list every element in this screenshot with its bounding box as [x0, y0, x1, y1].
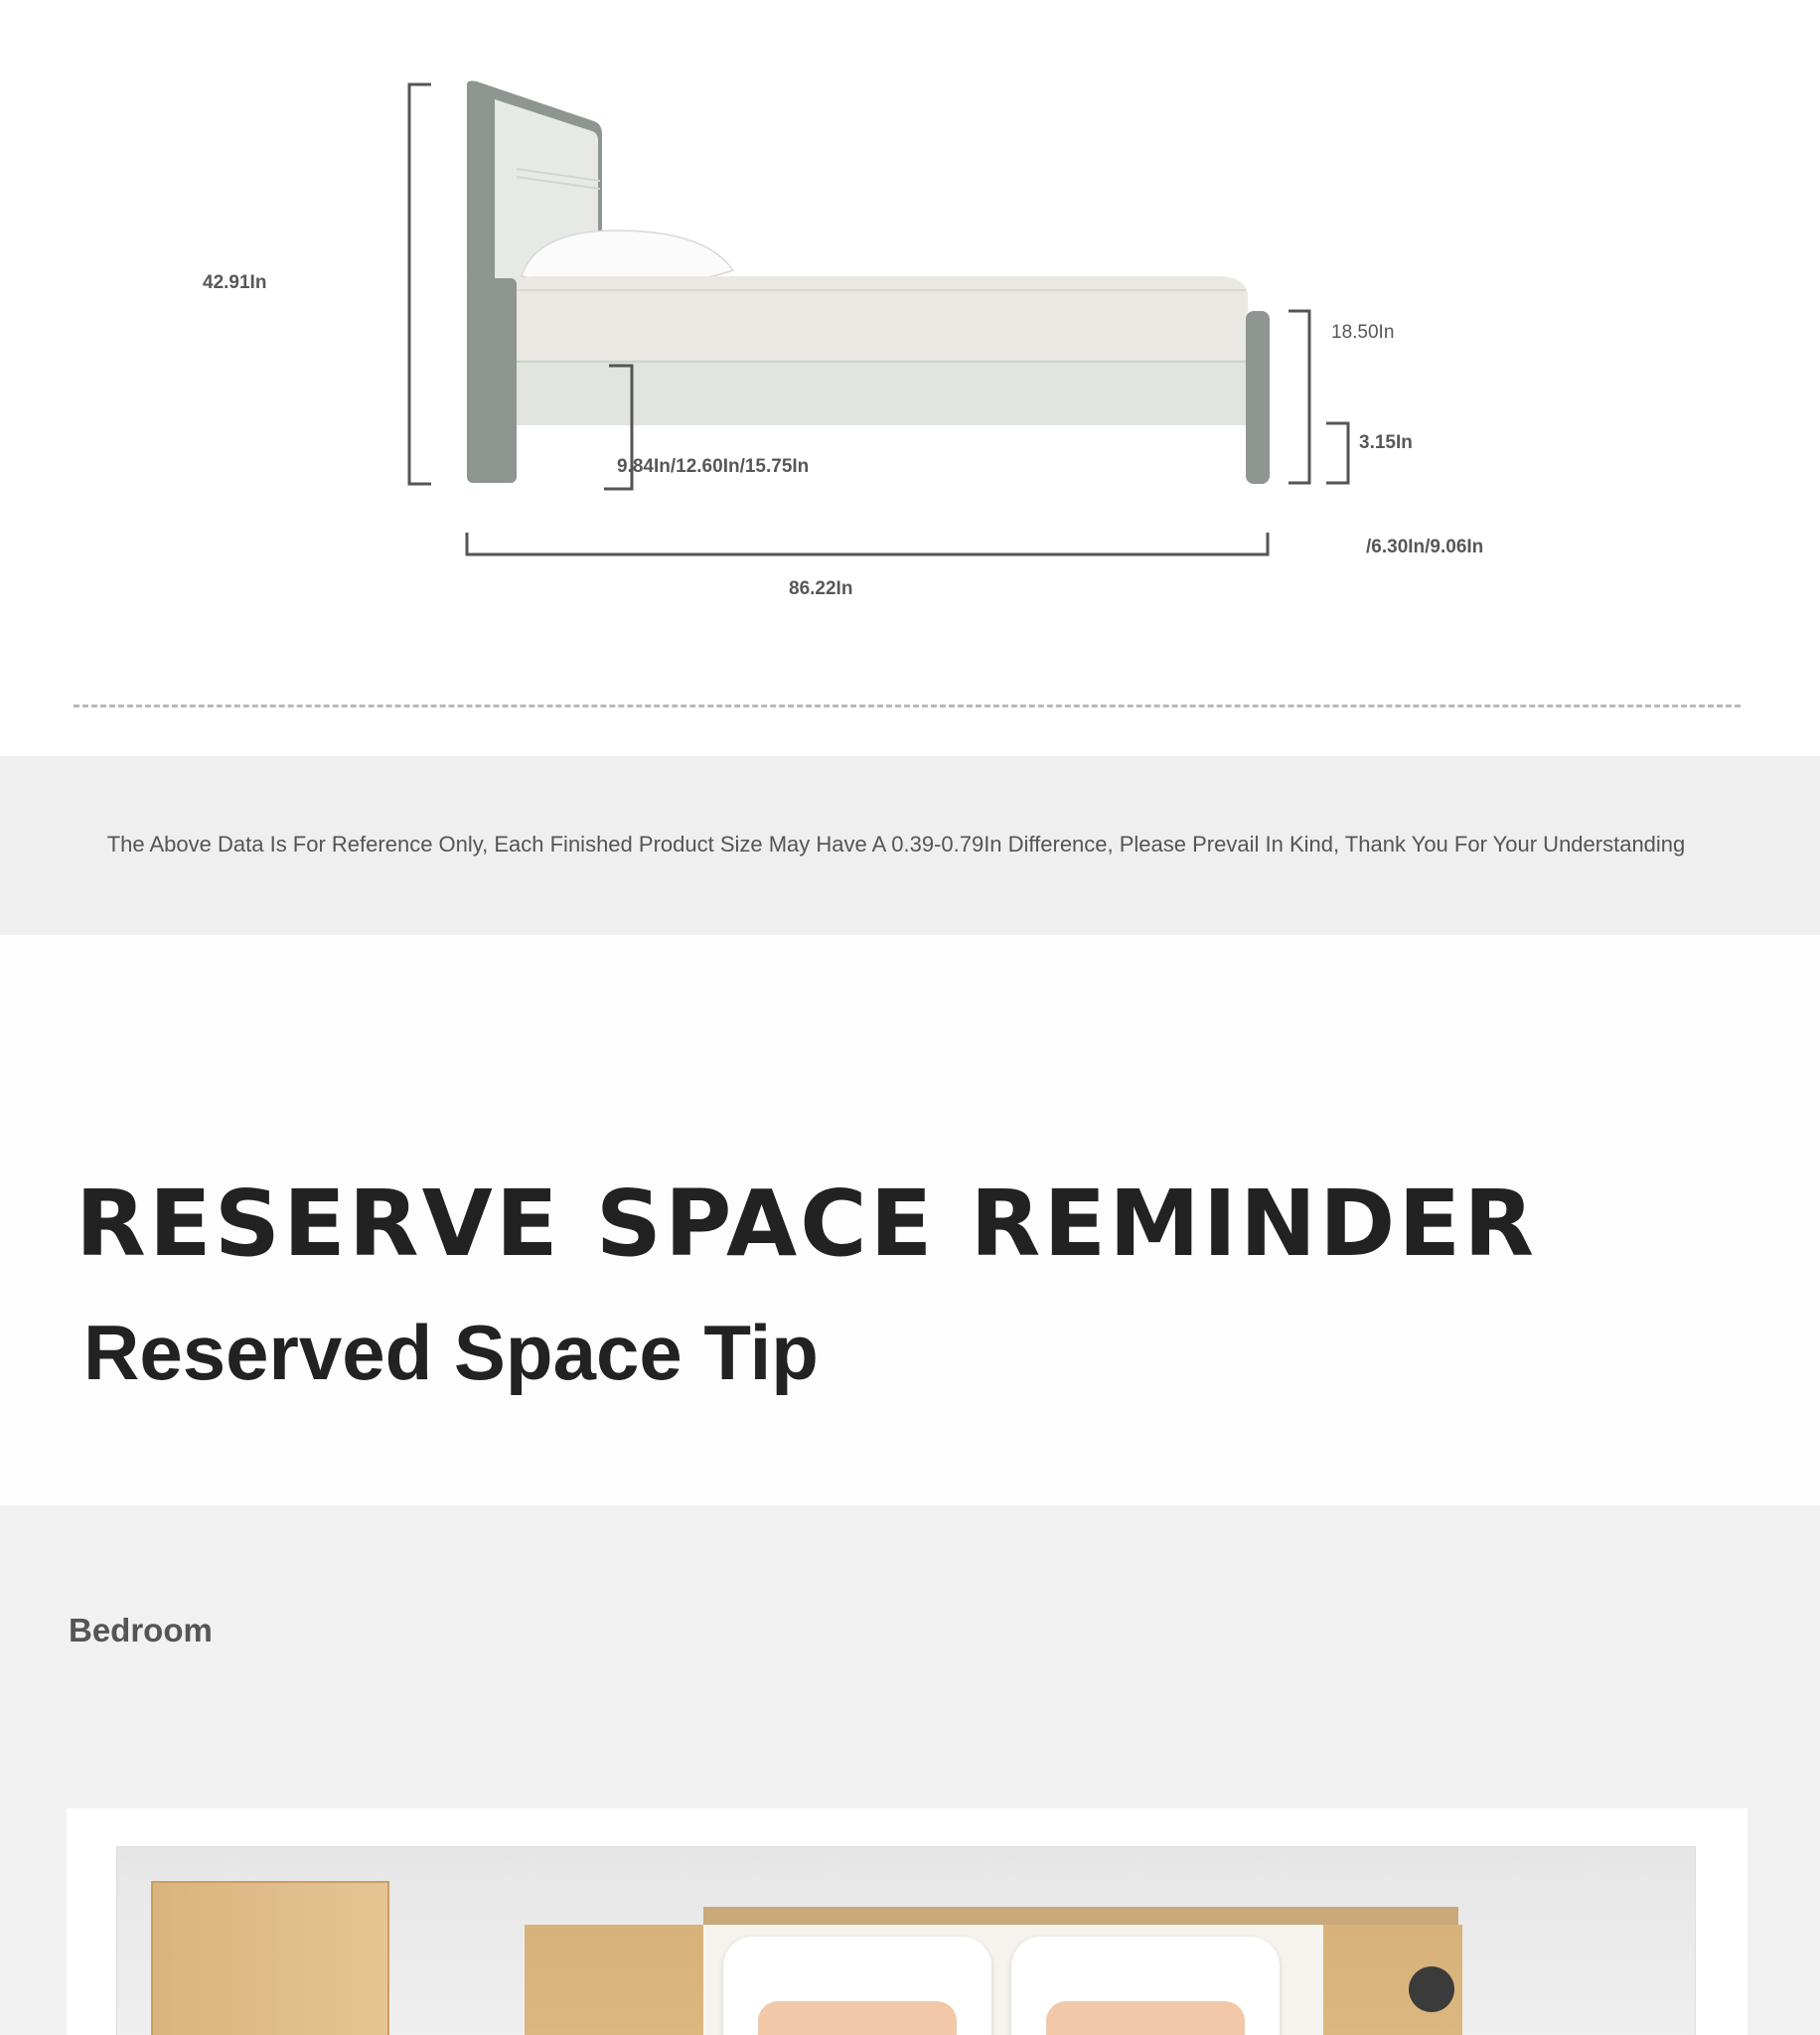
leg-height-bracket: [1326, 423, 1348, 483]
length-label: 86.22In: [789, 578, 853, 599]
section-divider: [74, 704, 1741, 707]
bed-drawing: [0, 0, 1820, 696]
footboard: [1246, 311, 1270, 484]
bedroom-photo: [67, 1808, 1747, 2035]
cushion-left: [758, 2001, 957, 2035]
leg-options-label: 9.84In/12.60In/15.75In: [617, 456, 810, 477]
reminder-subheading: Reserved Space Tip: [83, 1309, 819, 1396]
extra-options-label: /6.30In/9.06In: [1366, 537, 1484, 557]
leg-height-label: 3.15In: [1359, 432, 1413, 453]
wardrobe: [151, 1881, 389, 2035]
reference-note-band: [0, 756, 1820, 935]
head-leg: [467, 278, 517, 483]
mattress: [515, 276, 1248, 360]
reserve-space-section: [0, 935, 1820, 1505]
nightstand-left: [525, 1925, 703, 2035]
bed-dimension-diagram: [0, 0, 1820, 755]
cushion-right: [1046, 2001, 1245, 2035]
wall-lamp-icon: [1409, 1966, 1454, 2012]
reminder-heading: RESERVE SPACE REMINDER: [76, 1171, 1538, 1277]
height-bracket: [409, 84, 431, 484]
side-rail: [513, 360, 1252, 425]
bedroom-label: Bedroom: [69, 1612, 213, 1648]
bedroom-section: [0, 1505, 1820, 2035]
height-total-label: 42.91In: [203, 272, 267, 293]
length-bracket: [467, 533, 1268, 554]
footboard-bracket: [1289, 311, 1309, 483]
room-render: [116, 1846, 1696, 2035]
footboard-height-label: 18.50In: [1331, 322, 1395, 343]
reference-note: The Above Data Is For Reference Only, Each Finished Product Size May Have A 0.39-0.79In Difference, Please Prevail In Kind, Thank You For Your Understanding: [106, 832, 1686, 857]
